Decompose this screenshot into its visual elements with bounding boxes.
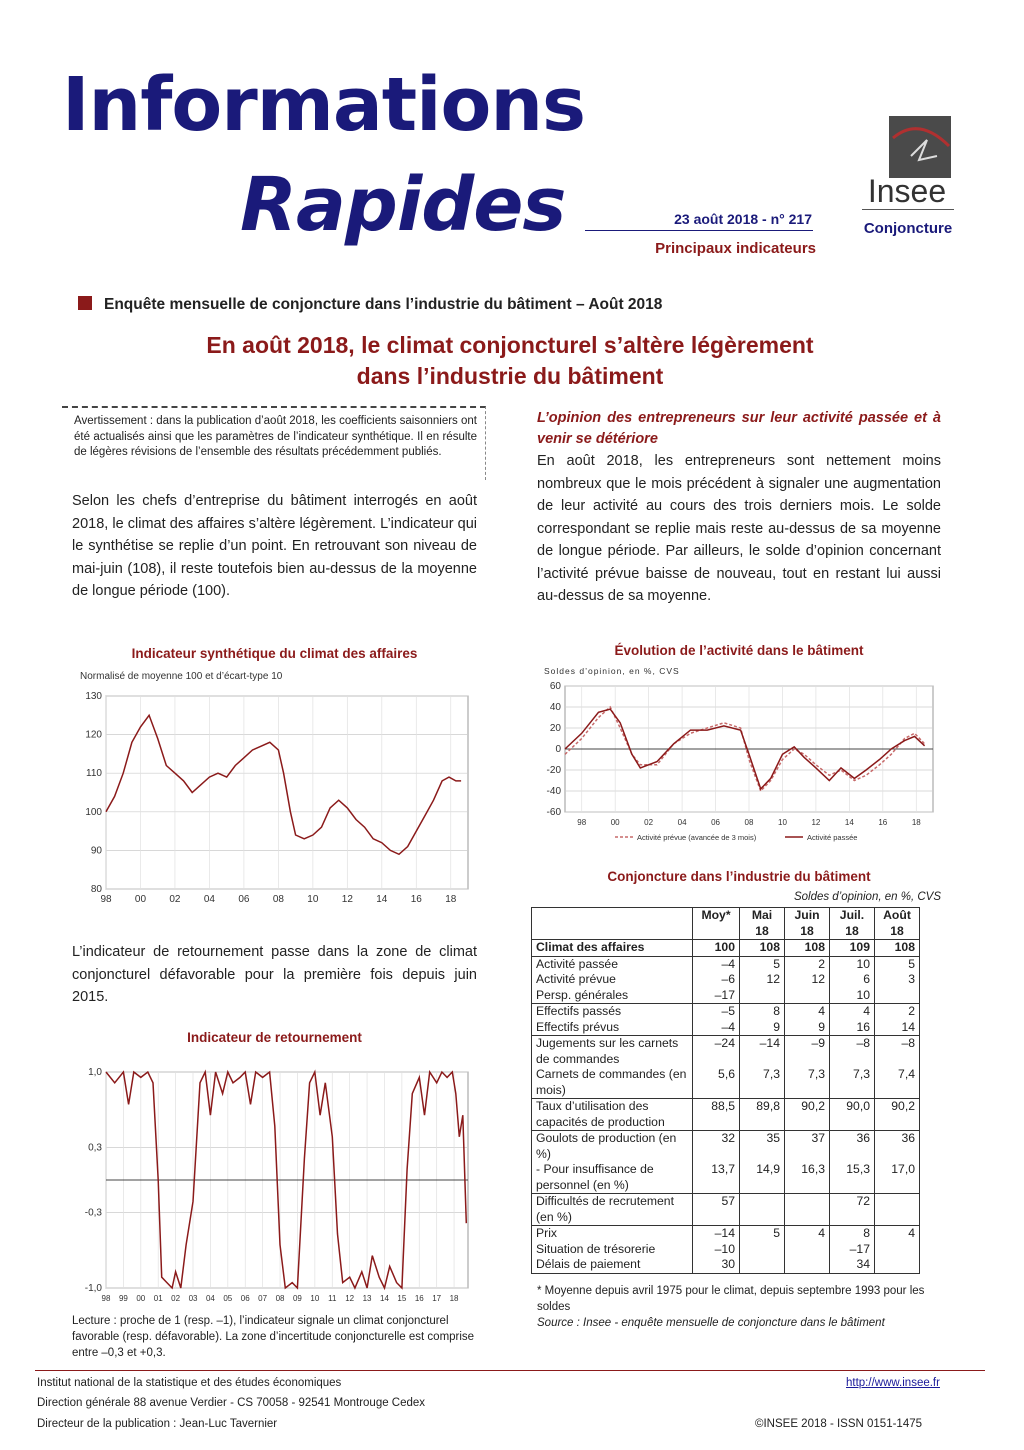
x-tick-label: 04 — [677, 818, 687, 827]
table-cell: 32 — [693, 1131, 740, 1163]
y-tick-label: 1,0 — [88, 1067, 102, 1078]
x-tick-label: 98 — [101, 1294, 111, 1303]
chart1-subtitle: Normalisé de moyenne 100 et d’écart-type 10 — [80, 671, 283, 682]
masthead-subtitle: Rapides — [240, 162, 566, 248]
x-tick-label: 18 — [449, 1294, 459, 1303]
x-tick-label: 15 — [397, 1294, 407, 1303]
table-cell: 10 — [830, 988, 875, 1004]
table-cell: 4 — [785, 1226, 830, 1242]
table-cell: 15,3 — [830, 1162, 875, 1194]
row-label: Difficultés de recrutement (en %) — [532, 1194, 693, 1226]
footer-rule — [35, 1370, 985, 1371]
survey-title: Enquête mensuelle de conjoncture dans l’industrie du bâtiment – Août 2018 — [104, 296, 663, 313]
footer-institute: Institut national de la statistique et des études économiques — [37, 1377, 342, 1389]
table-cell: 108 — [740, 940, 785, 957]
row-label: Taux d’utilisation des capacités de production — [532, 1099, 693, 1131]
x-tick-label: 18 — [911, 818, 921, 827]
activity-paragraph: En août 2018, les entrepreneurs sont nettement moins nombreux que le mois précédent à signaler une augmentation de leur activité au cours des trois derniers mois. Le solde correspondant se replie mais reste au-dessus de sa moyenne de longue période. Par ailleurs, le solde d’opinion concernant l’activité prévue baisse de nouveau, tout en restant lui aussi au-dessus de sa moyenne. — [537, 453, 941, 604]
x-tick-label: 06 — [240, 1294, 250, 1303]
x-tick-label: 06 — [238, 894, 250, 905]
y-tick-label: 110 — [86, 768, 102, 780]
y-tick-label: 60 — [549, 681, 561, 692]
y-tick-label: -0,3 — [84, 1207, 102, 1219]
table-cell — [740, 1242, 785, 1258]
table-row — [532, 1020, 920, 1036]
y-tick-label: 80 — [90, 884, 102, 895]
x-tick-label: 01 — [153, 1294, 163, 1303]
logo-divider — [862, 209, 954, 216]
chart3-title: Indicateur de retournement — [187, 1030, 362, 1045]
row-label: Climat des affaires — [532, 940, 693, 957]
table-cell: 3 — [875, 972, 920, 988]
y-tick-label: -1,0 — [84, 1283, 102, 1294]
table-cell: 4 — [830, 1004, 875, 1020]
row-label: Jugements sur les carnets de commandes — [532, 1036, 693, 1068]
y-tick-label: 120 — [85, 729, 102, 741]
y-tick-label: -40 — [546, 786, 561, 797]
table-cell: 100 — [693, 940, 740, 957]
table-cell: 109 — [830, 940, 875, 957]
x-tick-label: 02 — [169, 894, 181, 905]
row-label: Effectifs prévus — [532, 1020, 693, 1036]
table-cell: 6 — [830, 972, 875, 988]
table-cell: –8 — [830, 1036, 875, 1068]
table-cell: 12 — [740, 972, 785, 988]
y-tick-label: -60 — [546, 807, 561, 818]
table-cell: 2 — [785, 956, 830, 972]
table-title: Conjoncture dans l’industrie du bâtiment — [607, 869, 871, 884]
table-row — [532, 1194, 920, 1226]
y-tick-label: 0,3 — [88, 1142, 102, 1154]
y-tick-label: 20 — [549, 723, 561, 734]
footer-copyright: ©INSEE 2018 - ISSN 0151-1475 — [755, 1418, 923, 1430]
table-cell: 108 — [785, 940, 830, 957]
table-cell: 89,8 — [740, 1099, 785, 1131]
table-cell — [875, 1194, 920, 1226]
table-cell: 5 — [740, 1226, 785, 1242]
table-cell: 9 — [740, 1020, 785, 1036]
table-header-label — [532, 908, 693, 940]
table-cell: 2 — [875, 1004, 920, 1020]
table-footnote: * Moyenne depuis avril 1975 pour le climat, depuis septembre 1993 pour les soldes — [537, 1285, 925, 1313]
insee-website-link[interactable]: http://www.insee.fr — [846, 1377, 940, 1389]
table-cell: –9 — [785, 1036, 830, 1068]
table-source: Source : Insee - enquête mensuelle de conjoncture dans le bâtiment — [537, 1317, 885, 1329]
row-label: - Pour insuffisance de personnel (en %) — [532, 1162, 693, 1194]
x-tick-label: 16 — [410, 894, 422, 905]
y-tick-label: 100 — [85, 806, 102, 818]
insee-logo-word: Insee — [867, 173, 947, 209]
table-cell — [875, 988, 920, 1004]
table-row — [532, 1242, 920, 1258]
x-tick-label: 10 — [310, 1294, 320, 1303]
kicker-square-icon — [78, 296, 92, 310]
table-row — [532, 1257, 920, 1273]
table-cell: –14 — [740, 1036, 785, 1068]
table-row — [532, 1099, 920, 1131]
row-label: Persp. générales — [532, 988, 693, 1004]
section-heading: L’opinion des entrepreneurs sur leur activité passée et à venir se détériore — [537, 410, 941, 447]
table-cell: 7,3 — [830, 1067, 875, 1099]
table-cell — [740, 1194, 785, 1226]
row-label: Prix — [532, 1226, 693, 1242]
table-row — [532, 1036, 920, 1068]
legend-label: Activité prévue (avancée de 3 mois) — [637, 833, 757, 842]
table-cell: –14 — [693, 1226, 740, 1242]
table-cell: –17 — [830, 1242, 875, 1258]
table-cell: 35 — [740, 1131, 785, 1163]
table-header-cell: Août 18 — [875, 908, 920, 940]
table-cell — [785, 988, 830, 1004]
legend-label: Activité passée — [807, 833, 858, 842]
table-cell: 14 — [875, 1020, 920, 1036]
chart1-title: Indicateur synthétique du climat des affaires — [131, 646, 418, 661]
table-header-cell: Juil. 18 — [830, 908, 875, 940]
table-cell: 5 — [740, 956, 785, 972]
y-tick-label: 90 — [90, 845, 102, 857]
table-cell: –17 — [693, 988, 740, 1004]
insee-logo-icon — [889, 116, 951, 178]
chart1-climate-indicator — [72, 684, 482, 912]
y-tick-label: -20 — [546, 765, 561, 776]
table-cell: 9 — [785, 1020, 830, 1036]
table-cell — [740, 1257, 785, 1273]
table-cell — [875, 1257, 920, 1273]
table-cell: 4 — [785, 1004, 830, 1020]
issue-date: 23 août 2018 - n° 217 — [674, 211, 812, 227]
table-cell: –4 — [693, 956, 740, 972]
headline-line-2: dans l’industrie du bâtiment — [356, 363, 664, 389]
table-cell: 14,9 — [740, 1162, 785, 1194]
table-cell: 16,3 — [785, 1162, 830, 1194]
table-cell — [875, 1242, 920, 1258]
table-cell: 7,3 — [740, 1067, 785, 1099]
table-cell: –24 — [693, 1036, 740, 1068]
x-tick-label: 11 — [328, 1294, 337, 1303]
warning-box: Avertissement : dans la publication d’août 2018, les coefficients saisonniers ont été actualisés ainsi que les paramètres de l’indicateur synthétique. Il en résulte de légères révisions de l’ensemble des résultats précédemment publiés. — [62, 406, 486, 480]
y-tick-label: 0 — [555, 744, 561, 755]
table-row — [532, 972, 920, 988]
chart3-turning-point-indicator — [72, 1062, 482, 1310]
x-tick-label: 14 — [844, 818, 854, 827]
x-tick-label: 04 — [205, 1294, 215, 1303]
x-tick-label: 00 — [136, 1294, 146, 1303]
x-tick-label: 00 — [134, 894, 147, 905]
table-body — [532, 940, 920, 1274]
table-row — [532, 1226, 920, 1242]
table-cell: 10 — [830, 956, 875, 972]
row-label: Activité prévue — [532, 972, 693, 988]
x-tick-label: 12 — [341, 894, 353, 905]
row-label: Goulots de production (en %) — [532, 1131, 693, 1163]
table-cell — [785, 1194, 830, 1226]
chart2-title: Évolution de l’activité dans le bâtiment — [614, 643, 864, 658]
table-cell: 5 — [875, 956, 920, 972]
table-cell: 36 — [830, 1131, 875, 1163]
table-cell: 88,5 — [693, 1099, 740, 1131]
x-tick-label: 03 — [188, 1294, 198, 1303]
table-cell: 37 — [785, 1131, 830, 1163]
x-tick-label: 18 — [445, 894, 457, 905]
x-tick-label: 06 — [711, 818, 720, 827]
table-cell: 5,6 — [693, 1067, 740, 1099]
footer-director: Directeur de la publication : Jean-Luc Tavernier — [37, 1418, 278, 1430]
row-label: Carnets de commandes (en mois) — [532, 1067, 693, 1099]
table-cell: 90,0 — [830, 1099, 875, 1131]
table-cell: –8 — [875, 1036, 920, 1068]
table-row — [532, 988, 920, 1004]
table-cell: 34 — [830, 1257, 875, 1273]
table-row — [532, 1067, 920, 1099]
table-cell — [785, 1257, 830, 1273]
x-tick-label: 98 — [577, 818, 587, 827]
table-cell: –6 — [693, 972, 740, 988]
table-cell: 7,4 — [875, 1067, 920, 1099]
reading-note: Lecture : proche de 1 (resp. –1), l’indicateur signale un climat conjoncturel favorable (resp. défavorable). La zone d’incertitude conjoncturelle est comprise entre –0,3 et +0,3. — [72, 1315, 475, 1359]
headline-line-1: En août 2018, le climat conjoncturel s’altère légèrement — [206, 332, 814, 358]
indicators-table-wrap — [531, 907, 920, 1274]
x-tick-label: 02 — [644, 818, 654, 827]
x-tick-label: 07 — [258, 1294, 268, 1303]
table-row — [532, 956, 920, 972]
x-tick-label: 10 — [307, 894, 319, 905]
table-cell: 17,0 — [875, 1162, 920, 1194]
table-cell: 16 — [830, 1020, 875, 1036]
table-cell: 4 — [875, 1226, 920, 1242]
x-tick-label: 16 — [414, 1294, 424, 1303]
x-tick-label: 08 — [275, 1294, 285, 1303]
table-header-cell: Mai 18 — [740, 908, 785, 940]
table-cell: 36 — [875, 1131, 920, 1163]
table-header-row — [532, 908, 920, 940]
chart2-activity-evolution — [537, 678, 941, 846]
insee-logo-subtitle: Conjoncture — [863, 220, 953, 237]
x-tick-label: 08 — [744, 818, 754, 827]
reversal-paragraph: L’indicateur de retournement passe dans la zone de climat conjoncturel défavorable pour la première fois depuis juin 2015. — [72, 944, 477, 1005]
table-unit: Soldes d’opinion, en %, CVS — [793, 891, 941, 903]
x-tick-label: 02 — [171, 1294, 181, 1303]
x-tick-label: 10 — [778, 818, 787, 827]
table-cell: 90,2 — [785, 1099, 830, 1131]
x-tick-label: 08 — [272, 894, 284, 905]
x-tick-label: 12 — [345, 1294, 355, 1303]
table-header-cell: Juin 18 — [785, 908, 830, 940]
table-cell: 108 — [875, 940, 920, 957]
masthead-title: Informations — [62, 62, 586, 148]
row-label: Effectifs passés — [532, 1004, 693, 1020]
x-tick-label: 00 — [610, 818, 620, 827]
series-line-0 — [106, 715, 461, 854]
row-label: Délais de paiement — [532, 1257, 693, 1273]
table-cell: 57 — [693, 1194, 740, 1226]
x-tick-label: 12 — [811, 818, 821, 827]
table-cell: 13,7 — [693, 1162, 740, 1194]
x-tick-label: 09 — [292, 1294, 302, 1303]
table-row — [532, 940, 920, 957]
series-label: Principaux indicateurs — [655, 240, 816, 257]
table-cell: –5 — [693, 1004, 740, 1020]
table-row — [532, 1131, 920, 1163]
y-tick-label: 40 — [549, 702, 561, 713]
table-cell: –4 — [693, 1020, 740, 1036]
table-row — [532, 1162, 920, 1194]
table-cell — [740, 988, 785, 1004]
table-cell: 8 — [740, 1004, 785, 1020]
table-cell: 30 — [693, 1257, 740, 1273]
table-cell: 8 — [830, 1226, 875, 1242]
x-tick-label: 14 — [376, 894, 388, 905]
indicators-table — [531, 907, 920, 1274]
x-tick-label: 17 — [432, 1294, 442, 1303]
table-cell: 90,2 — [875, 1099, 920, 1131]
chart2-subtitle: Soldes d’opinion, en %, CVS — [544, 666, 680, 676]
footer-address: Direction générale 88 avenue Verdier - CS 70058 - 92541 Montrouge Cedex — [37, 1397, 426, 1409]
x-tick-label: 13 — [362, 1294, 372, 1303]
row-label: Activité passée — [532, 956, 693, 972]
table-cell: 12 — [785, 972, 830, 988]
header-rule — [585, 230, 813, 231]
table-cell: –10 — [693, 1242, 740, 1258]
x-tick-label: 98 — [100, 894, 112, 905]
intro-paragraph: Selon les chefs d’entreprise du bâtiment interrogés en août 2018, le climat des affaires s’altère légèrement. L’indicateur qui le synthétise se replie d’un point. En retrouvant son niveau de mai-juin (108), il reste toutefois bien au-dessus de la moyenne de longue période (100). — [72, 493, 477, 599]
x-tick-label: 99 — [118, 1294, 128, 1303]
y-tick-label: 130 — [85, 691, 102, 702]
table-cell — [785, 1242, 830, 1258]
table-row — [532, 1004, 920, 1020]
table-cell: 7,3 — [785, 1067, 830, 1099]
x-tick-label: 14 — [380, 1294, 389, 1303]
x-tick-label: 16 — [878, 818, 888, 827]
x-tick-label: 04 — [203, 894, 215, 905]
table-header-cell: Moy* — [693, 908, 740, 940]
row-label: Situation de trésorerie — [532, 1242, 693, 1258]
x-tick-label: 05 — [223, 1294, 233, 1303]
table-cell: 72 — [830, 1194, 875, 1226]
headline — [100, 330, 920, 392]
